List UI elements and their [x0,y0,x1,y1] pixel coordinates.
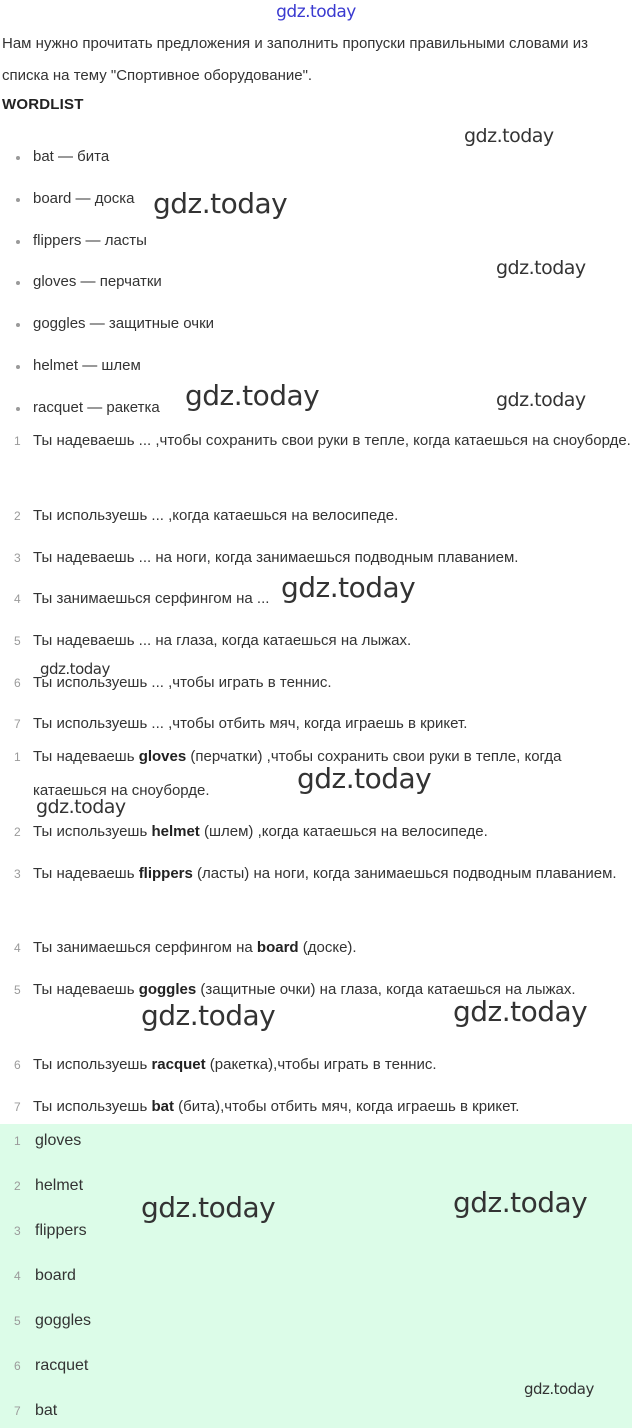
answer-word: bat [151,1098,174,1115]
watermark: gdz.today [141,999,276,1032]
wordlist-item-text: helmet — шлем [33,356,141,374]
filled-item [14,1048,632,1082]
wordlist-item [14,266,214,308]
filled-text: Ты занимаешься серфингом на board (доске). [33,939,357,956]
task-text: Ты используешь ... ,чтобы играть в теннис. [33,674,332,691]
filled-text: Ты надеваешь goggles (защитные очки) на глаза, когда катаешься на лыжах. [33,981,576,998]
filled-item [14,931,632,965]
answer-item [14,1214,91,1259]
task-text: Ты надеваешь ... на глаза, когда катаешься на лыжах. [33,632,412,649]
answer-number: 4 [14,1269,21,1283]
watermark: gdz.today [524,1380,594,1398]
wordlist-item-text: bat — бита [33,148,110,165]
answer-number: 1 [14,1134,21,1148]
answer-number: 3 [14,1224,21,1238]
watermark: gdz.today [496,389,586,411]
task-text: Ты используешь ... ,чтобы отбить мяч, когда играешь в крикет. [33,715,468,732]
filled-number: 7 [14,1100,21,1114]
answer-text: bat [35,1402,58,1419]
task-number: 7 [14,717,21,731]
answer-item [14,1124,91,1169]
answer-text: gloves [35,1132,82,1149]
answer-word: helmet [151,823,200,840]
watermark: gdz.today [153,187,288,220]
filled-text: Ты надеваешь gloves (перчатки) ,чтобы сохранить свои руки в тепле, когда катаешься на сноуборде. [33,748,562,799]
answer-word: goggles [138,981,197,998]
filled-number: 5 [14,983,21,997]
task-number: 4 [14,592,21,606]
answer-number: 6 [14,1359,21,1373]
answer-item [14,1394,91,1428]
bullet-dot-icon [16,198,20,202]
wordlist-item [14,308,214,350]
task-number: 3 [14,551,21,565]
answer-item [14,1169,91,1214]
answer-item [14,1349,91,1394]
filled-number: 4 [14,941,21,955]
answer-text: flippers [35,1222,87,1239]
wordlist-title: WORDLIST [2,96,84,113]
task-item [14,499,632,533]
filled-number: 3 [14,867,21,881]
filled-text: Ты используешь racquet (ракетка),чтобы играть в теннис. [33,1056,437,1073]
filled-text: Ты используешь bat (бита),чтобы отбить мяч, когда играешь в крикет. [33,1098,520,1115]
task-item [14,707,632,741]
task-item [14,424,632,458]
answer-text: racquet [35,1357,89,1374]
watermark: gdz.today [36,796,126,818]
wordlist-item-text: gloves — перчатки [33,273,162,291]
task-number: 6 [14,676,21,690]
answers-list [14,1124,91,1428]
filled-number: 2 [14,825,21,839]
watermark: gdz.today [464,125,554,147]
task-number: 2 [14,509,21,523]
watermark: gdz.today [281,571,416,604]
filled-text: Ты используешь helmet (шлем) ,когда катаешься на велосипеде. [33,823,488,840]
watermark: gdz.today [453,1186,588,1219]
bullet-dot-icon [16,365,20,369]
filled-text: Ты надеваешь flippers (ласты) на ноги, когда занимаешься подводным плаванием. [33,865,617,882]
task-item [14,624,632,658]
task-number: 5 [14,634,21,648]
answer-word: flippers [138,865,193,882]
task-text: Ты занимаешься серфингом на ... [33,590,270,607]
task-text: Ты надеваешь ... ,чтобы сохранить свои руки в тепле, когда катаешься на сноуборде. [33,432,631,449]
intro-text: Нам нужно прочитать предложения и заполнить пропуски правильными словами из списка на тему "Спортивное оборудование". [2,35,589,84]
watermark: gdz.today [141,1191,276,1224]
answer-text: board [35,1267,76,1284]
answer-number: 2 [14,1179,21,1193]
wordlist-item-text: flippers — ласты [33,231,147,249]
answer-word: gloves [138,748,187,765]
answer-text: helmet [35,1177,84,1194]
watermark: gdz.today [453,995,588,1028]
wordlist-item [14,225,214,267]
task-item [14,541,632,575]
answer-item [14,1259,91,1304]
watermark: gdz.today [40,660,110,678]
answer-number: 7 [14,1404,21,1418]
answer-word: board [256,939,299,956]
bullet-dot-icon [16,156,20,160]
site-header-logo[interactable]: gdz.today [276,2,356,22]
wordlist-item-text: board — доска [33,189,135,207]
task-number: 1 [14,434,21,448]
filled-item [14,815,632,849]
answer-word: racquet [151,1056,206,1073]
task-text: Ты используешь ... ,когда катаешься на велосипеде. [33,507,399,524]
watermark: gdz.today [185,379,320,412]
bullet-dot-icon [16,323,20,327]
answer-number: 5 [14,1314,21,1328]
wordlist-item-text: goggles — защитные очки [33,315,215,333]
watermark: gdz.today [496,257,586,279]
filled-number: 1 [14,750,21,764]
task-text: Ты надеваешь ... на ноги, когда занимаешься подводным плаванием. [33,549,519,566]
answer-text: goggles [35,1312,92,1329]
wordlist-item-text: racquet — ракетка [33,398,160,416]
answer-item [14,1304,91,1349]
watermark: gdz.today [297,762,432,795]
wordlist-item [14,141,214,183]
filled-number: 6 [14,1058,21,1072]
bullet-dot-icon [16,407,20,411]
bullet-dot-icon [16,281,20,285]
filled-item [14,857,632,891]
filled-item [14,1090,632,1124]
bullet-dot-icon [16,240,20,244]
